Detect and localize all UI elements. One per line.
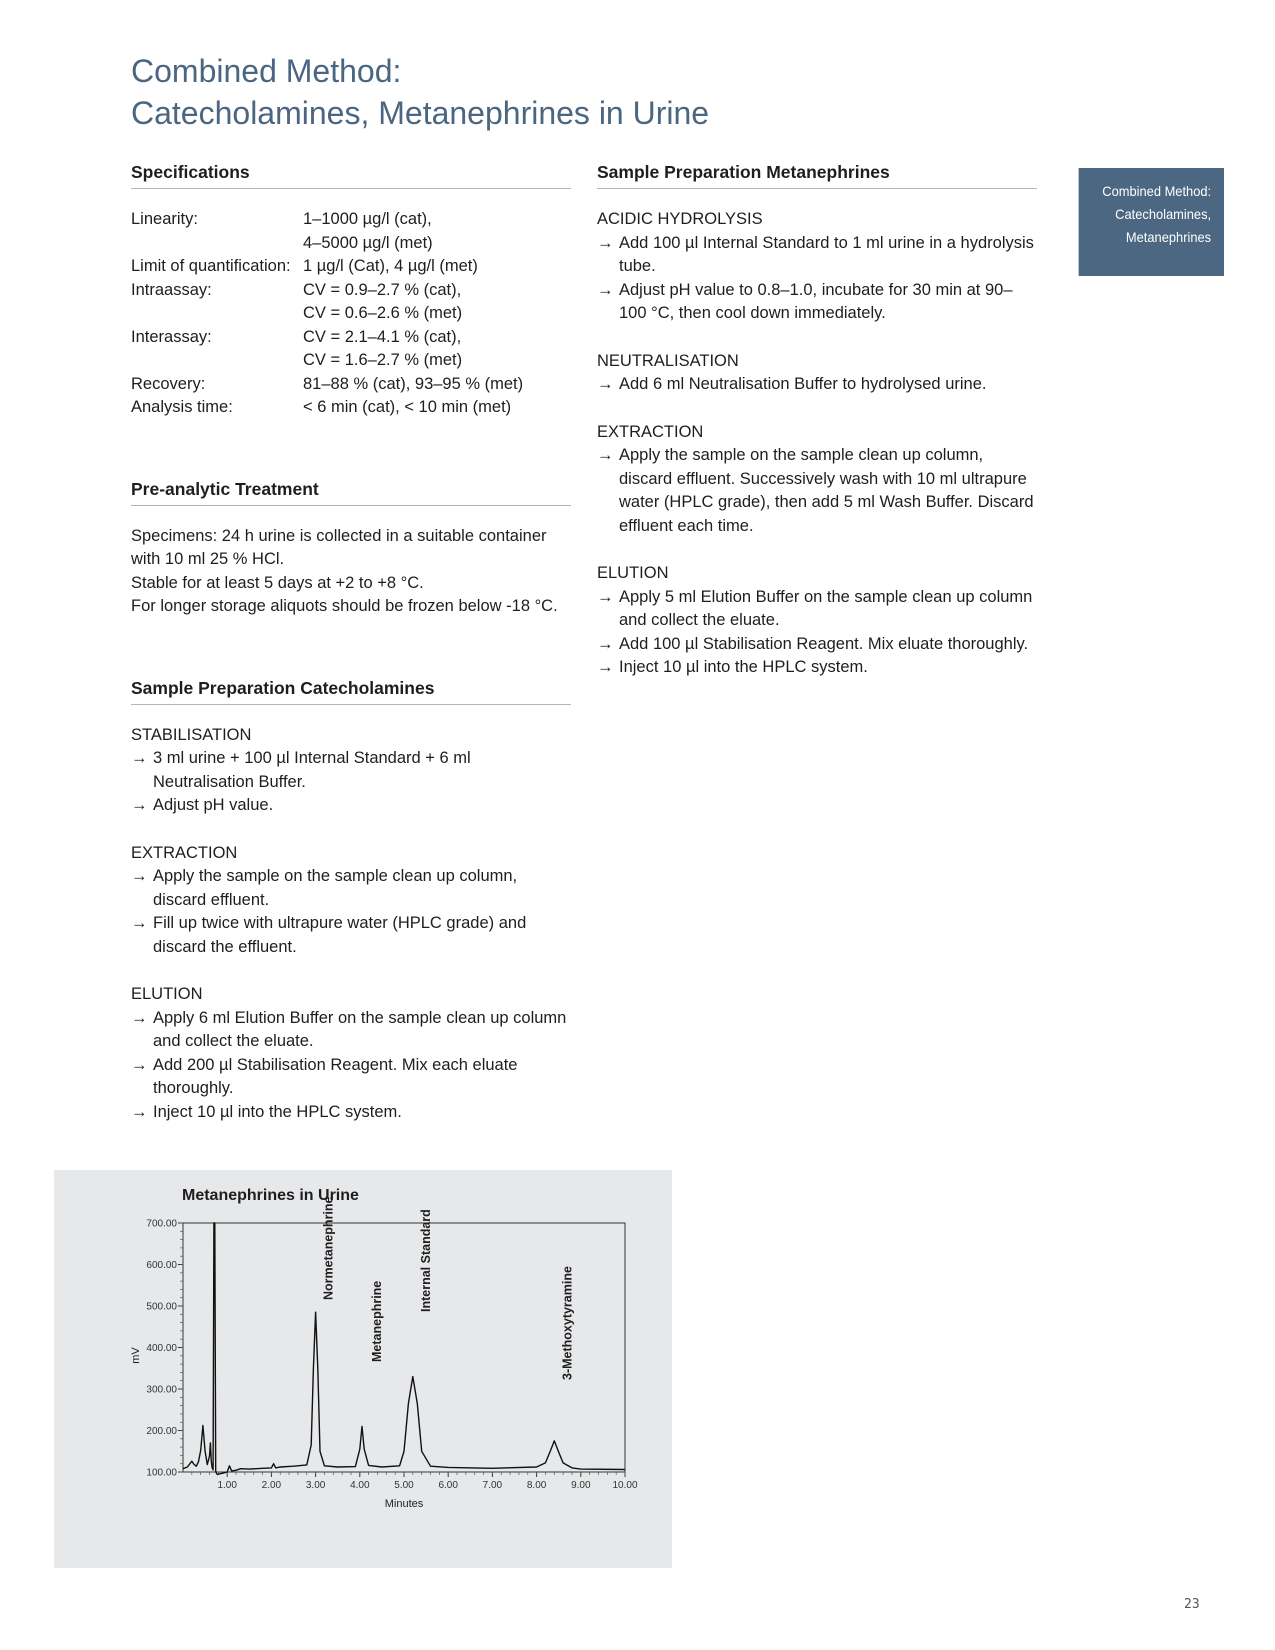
side-tab-line: Metanephrines (1125, 229, 1212, 245)
spec-value (303, 255, 571, 279)
step-list (131, 1007, 571, 1125)
step-item: → Add 100 µl Stabilisation Reagent. Mix eluate thoroughly. (597, 633, 1037, 657)
prep-met-neutralisation (597, 350, 1037, 397)
peak-label: Metanephrine (370, 1280, 385, 1362)
prep-met-hydrolysis (597, 208, 1037, 326)
step-item: → Apply the sample on the sample clean up column, discard effluent. Successively wash with 10 ml ultrapure water (HPLC grade), then add 5 ml Wash Buffer. Discard effluent each time. (597, 444, 1037, 538)
side-tab-line: Combined Method: (1102, 183, 1212, 199)
y-tick-label: 700.00 (146, 1218, 177, 1230)
x-tick-label: 7.00 (482, 1480, 503, 1491)
specifications-heading: Specifications (131, 160, 571, 189)
x-tick-label: 6.00 (438, 1480, 458, 1491)
spec-value-line: CV = 1.6–2.7 % (met) (303, 351, 463, 369)
spec-value (303, 373, 571, 397)
spec-value (303, 279, 571, 326)
spec-row (131, 255, 571, 279)
spec-label: Analysis time: (131, 398, 233, 416)
x-tick-label: 4.00 (350, 1480, 370, 1491)
step-item: → Apply the sample on the sample clean up column, discard effluent. (131, 865, 571, 912)
spec-label: Interassay: (131, 327, 212, 346)
plot-frame (183, 1223, 625, 1472)
step-item: → Add 100 µl Internal Standard to 1 ml urine in a hydrolysis tube. (597, 232, 1037, 279)
prep-met-heading: Sample Preparation Metanephrines (597, 160, 1037, 189)
spec-value (303, 326, 571, 373)
peak-label: Normetanephrine (321, 1196, 336, 1300)
chart-title: Metanephrines in Urine (182, 1187, 359, 1204)
prep-cat-elution (131, 983, 571, 1124)
y-axis-label: mV (130, 1347, 142, 1364)
step-list (131, 747, 571, 818)
spec-value (303, 396, 571, 420)
spec-value-line: 1–1000 µg/l (cat), (303, 210, 432, 228)
spec-row (131, 208, 571, 255)
pre-analytic-text (131, 525, 571, 619)
step-group-title: ELUTION (597, 564, 669, 582)
step-item: → Inject 10 µl into the HPLC system. (131, 1101, 571, 1125)
spec-value-line: < 6 min (cat), < 10 min (met) (303, 398, 512, 416)
prep-cat-extraction (131, 842, 571, 960)
spec-row (131, 373, 571, 397)
chromatogram-panel (54, 1170, 672, 1568)
x-tick-label: 1.00 (217, 1480, 237, 1491)
spec-row (131, 396, 571, 420)
spec-label: Linearity: (131, 210, 198, 228)
peak-label: 3-Methoxytyramine (560, 1266, 575, 1380)
y-tick-label: 300.00 (146, 1384, 177, 1396)
step-item: → Apply 6 ml Elution Buffer on the sample clean up column and collect the eluate. (131, 1007, 571, 1054)
spec-value-line: 81–88 % (cat), 93–95 % (met) (303, 374, 524, 393)
pre-analytic-line: For longer storage aliquots should be frozen below -18 °C. (131, 597, 558, 615)
spec-value-line: CV = 0.9–2.7 % (cat), (303, 280, 462, 299)
step-list (597, 373, 1037, 397)
step-group-title: STABILISATION (131, 725, 252, 744)
page-title (131, 50, 709, 134)
pre-analytic-heading: Pre-analytic Treatment (131, 477, 571, 506)
prep-cat-heading: Sample Preparation Catecholamines (131, 676, 571, 705)
chromatogram-chart (54, 1170, 672, 1568)
section-side-tab (1079, 168, 1224, 276)
page-number: 23 (1184, 1597, 1200, 1612)
spec-value (303, 208, 571, 255)
step-item: → Fill up twice with ultrapure water (HPLC grade) and discard the effluent. (131, 912, 571, 959)
step-item: → Adjust pH value. (131, 794, 571, 818)
spec-row (131, 279, 571, 326)
x-tick-label: 3.00 (305, 1480, 326, 1491)
side-tab-line: Catecholamines, (1115, 206, 1212, 222)
pre-analytic-line: Stable for at least 5 days at +2 to +8 °C. (131, 573, 424, 592)
peak-label: Internal Standard (418, 1209, 433, 1312)
x-tick-label: 5.00 (394, 1480, 414, 1491)
x-tick-label: 2.00 (261, 1480, 282, 1491)
step-group-title: EXTRACTION (131, 843, 238, 862)
prep-cat-stabilisation (131, 724, 571, 818)
step-item: → Adjust pH value to 0.8–1.0, incubate for 30 min at 90–100 °C, then cool down immediately. (597, 279, 1037, 326)
spec-value-line: CV = 0.6–2.6 % (met) (303, 304, 463, 322)
pre-analytic-line: with 10 ml 25 % HCl. (131, 550, 285, 568)
prep-met-elution (597, 562, 1037, 680)
spec-value-line: CV = 2.1–4.1 % (cat), (303, 327, 462, 346)
step-item: → Inject 10 µl into the HPLC system. (597, 656, 1037, 680)
step-item: → 3 ml urine + 100 µl Internal Standard + 6 ml Neutralisation Buffer. (131, 747, 571, 794)
x-tick-label: 10.00 (612, 1480, 638, 1491)
step-item: → Apply 5 ml Elution Buffer on the sample clean up column and collect the eluate. (597, 586, 1037, 633)
spec-label: Recovery: (131, 374, 206, 393)
step-list (597, 586, 1037, 680)
left-column (131, 160, 571, 1124)
title-line-1: Combined Method: (131, 53, 402, 89)
step-list (597, 232, 1037, 326)
spec-label: Intraassay: (131, 280, 212, 299)
x-tick-label: 9.00 (571, 1480, 591, 1491)
spec-row (131, 326, 571, 373)
x-axis-label: Minutes (384, 1498, 424, 1510)
step-group-title: ACIDIC HYDROLYSIS (597, 210, 763, 228)
step-group-title: NEUTRALISATION (597, 351, 739, 370)
x-tick-label: 8.00 (526, 1480, 547, 1491)
spec-label: Limit of quantification: (131, 257, 291, 275)
chromatogram-series-line (183, 1223, 625, 1475)
y-tick-label: 400.00 (146, 1343, 177, 1354)
right-column (597, 160, 1037, 680)
y-tick-label: 600.00 (146, 1260, 177, 1271)
step-group-title: ELUTION (131, 985, 203, 1003)
step-list (597, 444, 1037, 538)
spec-value-line: 1 µg/l (Cat), 4 µg/l (met) (303, 257, 478, 275)
step-item: → Add 6 ml Neutralisation Buffer to hydrolysed urine. (597, 373, 1037, 397)
y-tick-label: 100.00 (146, 1467, 177, 1479)
step-item: → Add 200 µl Stabilisation Reagent. Mix each eluate thoroughly. (131, 1054, 571, 1101)
pre-analytic-line: Specimens: 24 h urine is collected in a suitable container (131, 526, 547, 545)
step-group-title: EXTRACTION (597, 422, 704, 441)
y-tick-label: 200.00 (146, 1426, 177, 1437)
title-line-2: Catecholamines, Metanephrines in Urine (131, 95, 710, 131)
y-tick-label: 500.00 (146, 1301, 177, 1313)
spec-value-line: 4–5000 µg/l (met) (303, 233, 433, 252)
prep-met-extraction (597, 421, 1037, 539)
step-list (131, 865, 571, 959)
specifications-table (131, 208, 571, 420)
